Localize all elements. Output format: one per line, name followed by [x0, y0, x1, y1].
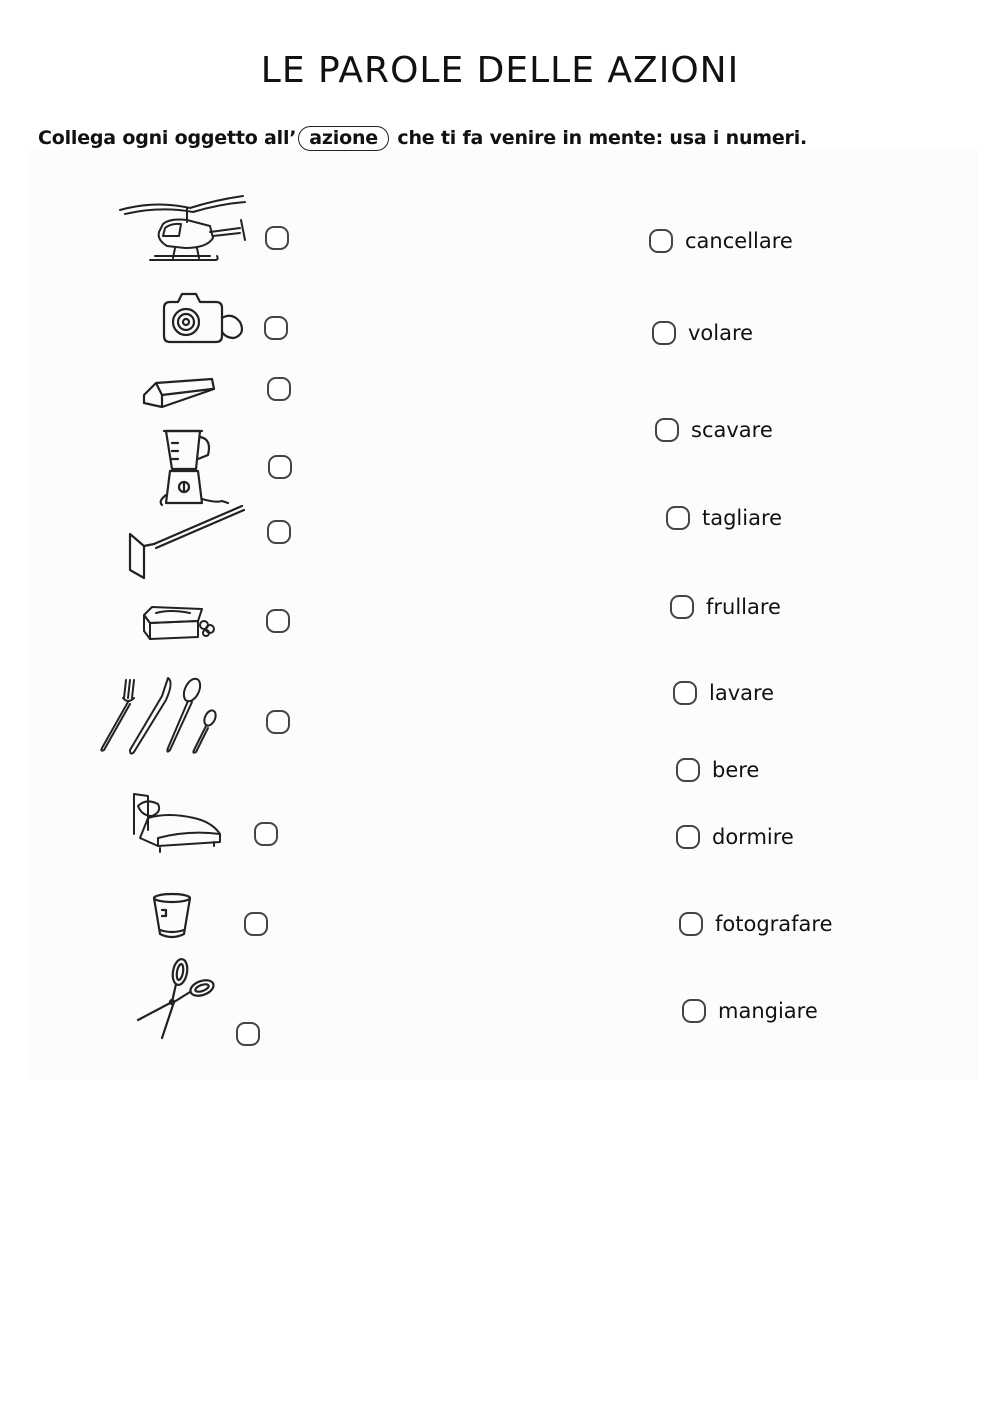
action-item[interactable] — [673, 681, 774, 705]
scissors-icon — [134, 956, 220, 1044]
object-answer-box-eraser[interactable] — [267, 377, 291, 401]
action-answer-box[interactable] — [666, 506, 690, 530]
bed-icon — [128, 790, 226, 854]
action-label: mangiare — [718, 999, 818, 1023]
cutlery-icon — [96, 676, 218, 758]
action-label: frullare — [706, 595, 781, 619]
helicopter-icon — [115, 188, 250, 270]
action-answer-box[interactable] — [652, 321, 676, 345]
action-answer-box[interactable] — [676, 758, 700, 782]
object-answer-box-soap[interactable] — [266, 609, 290, 633]
action-answer-box[interactable] — [676, 825, 700, 849]
action-label: bere — [712, 758, 760, 782]
object-answer-box-helicopter[interactable] — [265, 226, 289, 250]
blender-icon — [154, 425, 244, 511]
eraser-icon — [140, 373, 218, 411]
glass-icon — [148, 890, 200, 942]
action-item[interactable] — [676, 825, 794, 849]
instruction-highlight: azione — [298, 126, 389, 151]
instruction-after: che ti fa venire in mente: usa i numeri. — [397, 127, 808, 149]
object-answer-box-camera[interactable] — [264, 316, 288, 340]
action-item[interactable] — [655, 418, 773, 442]
object-answer-box-bed[interactable] — [254, 822, 278, 846]
action-item[interactable] — [666, 506, 782, 530]
object-answer-box-blender[interactable] — [268, 455, 292, 479]
object-answer-box-glass[interactable] — [244, 912, 268, 936]
soap-icon — [140, 603, 220, 643]
action-item[interactable] — [679, 912, 833, 936]
action-label: cancellare — [685, 229, 793, 253]
object-answer-box-scissors[interactable] — [236, 1022, 260, 1046]
action-answer-box[interactable] — [682, 999, 706, 1023]
action-item[interactable] — [676, 758, 759, 782]
action-answer-box[interactable] — [655, 418, 679, 442]
action-answer-box[interactable] — [649, 229, 673, 253]
hoe-icon — [120, 502, 248, 582]
action-label: fotografare — [715, 912, 833, 936]
object-answer-box-hoe[interactable] — [267, 520, 291, 544]
action-label: scavare — [691, 418, 773, 442]
action-item[interactable] — [670, 595, 781, 619]
object-answer-box-cutlery[interactable] — [266, 710, 290, 734]
action-item[interactable] — [652, 321, 753, 345]
page-title: LE PAROLE DELLE AZIONI — [260, 50, 740, 91]
action-item[interactable] — [649, 229, 793, 253]
camera-icon — [160, 290, 248, 346]
instruction-text — [38, 126, 807, 151]
action-label: dormire — [712, 825, 794, 849]
action-answer-box[interactable] — [673, 681, 697, 705]
instruction-before: Collega ogni oggetto all’ — [38, 127, 297, 149]
action-answer-box[interactable] — [679, 912, 703, 936]
action-label: volare — [688, 321, 754, 345]
action-label: tagliare — [702, 506, 783, 530]
action-answer-box[interactable] — [670, 595, 694, 619]
action-label: lavare — [709, 681, 775, 705]
action-item[interactable] — [682, 999, 818, 1023]
